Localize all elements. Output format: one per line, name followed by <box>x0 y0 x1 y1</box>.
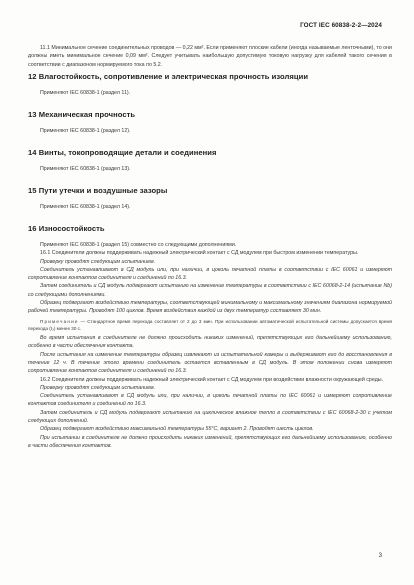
s16-paragraph-14: При испытании в соединителе не должно происходить никаких изменений, препятствующих его дальнейшему использованию, особенно в части обеспечения контактов. <box>28 434 392 449</box>
section-14-body: Применяют IEC 60838-1 (раздел 13). <box>40 166 131 172</box>
section-13-body: Применяют IEC 60838-1 (раздел 12). <box>40 128 131 134</box>
s16-paragraph-8: После испытания на изменение температуры образец извлекают из испытательной камеры и выдерживают его до восстановления в течение 12 ч. В течение этого времени соединитель остается вставленным в СД модуль. В этом положении снова измеряют сопротивление контактов соединителя и соединений по 16.3. <box>28 351 392 375</box>
s16-paragraph-4: Соединитель устанавливают в СД модуль или, при наличии, в цоколь печатной платы в соответствии с IEC 60061 и измеряют сопротивление контактов соединителя и соединений по 16.3. <box>28 266 392 282</box>
section-12-body: Применяют IEC 60838-1 (раздел 11). <box>40 90 131 96</box>
standard-code-header: ГОСТ IEC 60838-2-2—2024 <box>300 22 382 29</box>
s16-paragraph-1: Применяют IEC 60838-1 (раздел 15) совместно со следующими дополнениями. <box>40 242 237 248</box>
s16-paragraph-11: Соединитель устанавливают в СД модуль или, при наличии, в цоколь печатной платы по IEC 60061 и измеряют сопротивление контактов соединителя и соединений по 16.3. <box>28 393 392 408</box>
s16-paragraph-3: Проверку проводят следующим испытанием. <box>40 258 156 265</box>
s16-paragraph-7: Во время испытания в соединителе не должно происходить никаких изменений, препятствующих его дальнейшему использованию, особенно в части обеспечения контакта. <box>28 335 392 350</box>
s16-paragraph-12: Затем соединитель и СД модуль подвергают испытанию на циклическое влажное тепло в соответствии с IEC 60068-2-30 с учетом следующих дополнений. <box>28 409 392 425</box>
section-12-heading: 12 Влагостойкость, сопротивление и электрическая прочность изоляции <box>28 72 309 81</box>
paragraph-11-1: 11.1 Минимальное сечение соединительных проводов — 0,22 мм². Если применяют плоские кабели (иногда называемые ленточными), то они должны иметь минимальное сечение 0,09 мм². Следует учитывать наибольшую допустимую токовую нагрузку для кабелей такого сечения в соответствии с диапазоном нормируемого тока по 5.2. <box>28 45 392 68</box>
section-16-content <box>28 241 392 450</box>
section-14-heading: 14 Винты, токопроводящие детали и соединения <box>28 148 217 157</box>
section-16-heading: 16 Износостойкость <box>28 224 105 233</box>
section-15-heading: 15 Пути утечки и воздушные зазоры <box>28 186 168 195</box>
note-label: Примечание <box>40 318 79 324</box>
section-13-heading: 13 Механическая прочность <box>28 110 136 119</box>
note <box>28 318 392 332</box>
s16-paragraph-10: Проверку проводят следующим испытанием. <box>40 384 156 391</box>
s16-paragraph-9: 16.2 Соединители должны поддерживать надежный электрический контакт с СД модулем при воздействии влажности окружающей среды. <box>40 376 384 383</box>
s16-paragraph-2: 16.1 Соединители должны поддерживать надежный электрический контакт с СД модулем при быстром изменении температуры. <box>40 250 359 257</box>
note-text: — Стандартное время перехода составляет от 2 до 3 мин. При использовании автоматической испытательной системы допускается время перехода (t₂) менее 30 с. <box>28 318 392 331</box>
s16-paragraph-6: Образец подвергают воздействию температуры, соответствующей минимальному и максимальному значениям диапазона нормируемой рабочей температуры. Проводят 100 циклов. Время воздействия каждой из двух температур составляет 30 мин. <box>28 300 392 315</box>
page-number: 3 <box>378 553 382 559</box>
s16-paragraph-13: Образец подвергают воздействию максимальной температуры 55°С, вариант 2. Проводят шесть циклов. <box>40 426 314 433</box>
s16-paragraph-5: Затем соединитель и СД модуль подвергают испытанию на изменение температуры в соответствии с IEC 60068-2-14 (испытание Nb) со следующими дополнениями. <box>28 283 392 298</box>
section-15-body: Применяют IEC 60838-1 (раздел 14). <box>40 204 131 210</box>
